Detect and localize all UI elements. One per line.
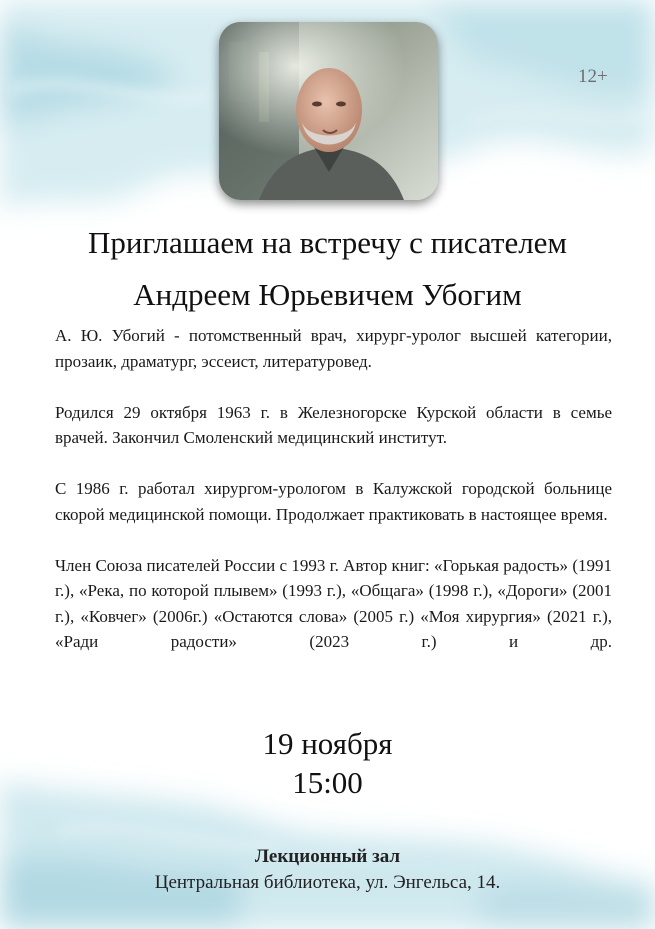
- bio-paragraph: А. Ю. Убогий - потомственный врач, хирург-уролог высшей категории, прозаик, драматург, эссеист, литературовед.: [55, 326, 612, 371]
- bio-paragraph: С 1986 г. работал хирургом-урологом в Калужской городской больнице скорой медицинской помощи. Продолжает практиковать в настоящее время.: [55, 479, 612, 524]
- invitation-title-line2: Андреем Юрьевичем Убогим: [133, 277, 522, 312]
- bio-paragraph: Член Союза писателей России с 1993 г. Автор книг: «Горькая радость» (1991 г.), «Река, по которой плывем» (1993 г.), «Общага» (1998 г.), «Дороги» (2001 г.), «Ковчег» (2006г.) «Остаются слова» (2005 г.) «Моя хирургия» (2021 г.), «Ради радости» (2023 г.) и др.: [55, 555, 612, 651]
- age-rating: 12+: [578, 66, 608, 87]
- event-address: Центральная библиотека, ул. Энгельса, 14.: [154, 872, 501, 893]
- author-biography: [55, 323, 612, 680]
- event-venue: Лекционный зал: [254, 846, 401, 867]
- event-time: 15:00: [292, 765, 363, 800]
- author-photo: [219, 22, 438, 200]
- event-date: 19 ноября: [262, 726, 393, 761]
- bio-paragraph: Родился 29 октября 1963 г. в Железногорске Курской области в семье врачей. Закончил Смоленский медицинский институт.: [55, 402, 612, 447]
- invitation-title-line1: Приглашаем на встречу с писателем: [87, 225, 568, 260]
